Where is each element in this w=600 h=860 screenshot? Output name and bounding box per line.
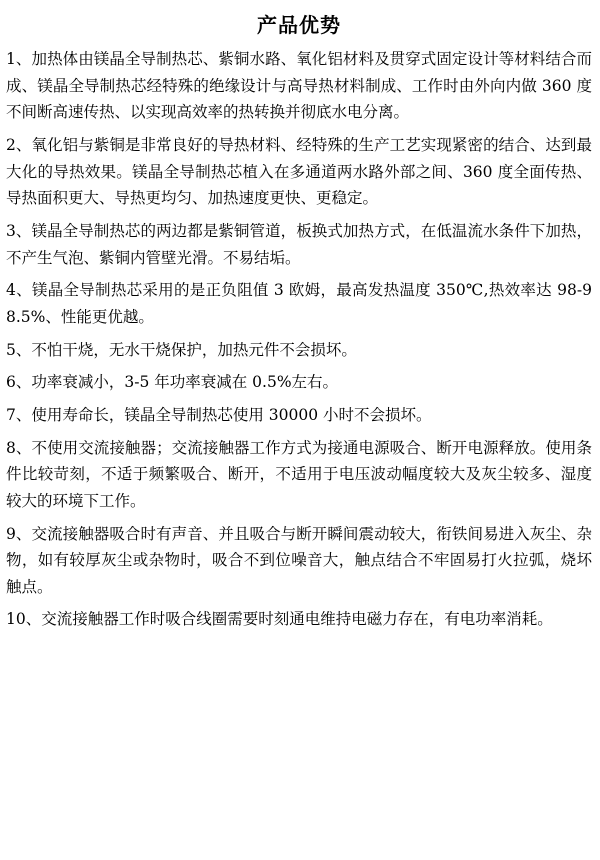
paragraph-4: 4、镁晶全导制热芯采用的是正负阻值 3 欧姆，最高发热温度 350℃,热效率达 98-98.5%、性能更优越。 [6,281,592,326]
paragraph-2: 2、氧化铝与紫铜是非常良好的导热材料、经特殊的生产工艺实现紧密的结合、达到最大化的导热效果。镁晶全导制热芯植入在多通道两水路外部之间、360 度全面传热、导热面积更大、导热更均匀、加热速度更快、更稳定。 [6,135,592,208]
paragraph-8: 8、不使用交流接触器；交流接触器工作方式为接通电源吸合、断开电源释放。使用条件比较苛刻，不适于频繁吸合、断开，不适用于电压波动幅度较大及灰尘较多、湿度较大的环境下工作。 [6,438,592,510]
paragraph-1: 1、加热体由镁晶全导制热芯、紫铜水路、氧化铝材料及贯穿式固定设计等材料结合而成、镁晶全导制热芯经特殊的绝缘设计与高导热材料制成、工作时由外向内做 360 度不间断高速传热、以实现高效率的热转换并彻底水电分离。 [6,50,592,122]
paragraph-3: 3、镁晶全导制热芯的两边都是紫铜管道，板换式加热方式，在低温流水条件下加热，不产生气泡、紫铜内管壁光滑。不易结垢。 [6,221,592,267]
paragraph-7: 7、使用寿命长，镁晶全导制热芯使用 30000 小时不会损坏。 [6,405,432,424]
paragraph-9: 9、交流接触器吸合时有声音、并且吸合与断开瞬间震动较大，衔铁间易进入灰尘、杂物，如有较厚灰尘或杂物时，吸合不到位噪音大，触点结合不牢固易打火拉弧，烧坏触点。 [6,524,592,596]
page-title: 产品优势 [257,13,341,37]
paragraph-5: 5、不怕干烧，无水干烧保护，加热元件不会损坏。 [6,340,357,359]
paragraph-6: 6、功率衰减小，3-5 年功率衰减在 0.5%左右。 [6,373,339,392]
paragraph-10: 10、交流接触器工作时吸合线圈需要时刻通电维持电磁力存在，有电功率消耗。 [6,610,553,629]
